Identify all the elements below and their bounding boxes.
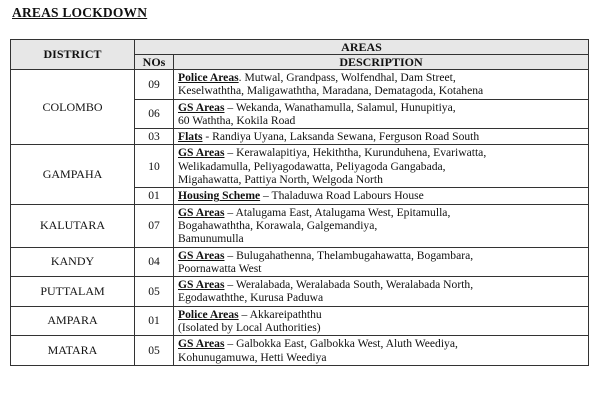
district-name: AMPARA (11, 306, 135, 336)
nos-cell: 03 (135, 129, 174, 145)
description-line (178, 146, 584, 159)
description-line (178, 130, 584, 143)
district-name: PUTTALAM (11, 277, 135, 307)
description-line (178, 232, 584, 245)
description-line (178, 219, 584, 232)
area-type-label: GS Areas (178, 100, 225, 114)
description-line (178, 249, 584, 262)
description-line (178, 351, 584, 364)
area-list-text: . Mutwal, Grandpass, Wolfendhal, Dam Street, (238, 71, 456, 84)
area-list-text: 60 Waththa, Kokila Road (178, 113, 296, 127)
area-type-label: GS Areas (178, 337, 225, 351)
area-list-text: (Isolated by Local Authorities) (178, 321, 321, 335)
description-line (178, 160, 584, 173)
area-list-text: – Kerawalapitiya, Hekiththa, Kurunduhena, Evariwatta, (224, 146, 487, 160)
description-cell (174, 247, 589, 277)
description-line (178, 114, 584, 127)
description-cell (174, 306, 589, 336)
nos-cell: 05 (135, 277, 174, 307)
description-line (178, 189, 584, 202)
area-type-label: Housing Scheme (178, 189, 261, 203)
district-name: KANDY (11, 247, 135, 277)
nos-cell: 05 (135, 336, 174, 366)
description-line (178, 278, 584, 291)
nos-cell: 09 (135, 70, 174, 100)
description-line (178, 308, 584, 321)
description-cell (174, 277, 589, 307)
description-line (178, 173, 584, 186)
table-row (11, 247, 589, 277)
description-line (178, 84, 584, 97)
district-name: KALUTARA (11, 204, 135, 247)
nos-cell: 01 (135, 188, 174, 204)
area-list-text: – Wekanda, Wanathamulla, Salamul, Hunupitiya, (224, 100, 456, 114)
nos-header: NOs (135, 55, 174, 70)
area-type-label: Police Areas (178, 71, 239, 84)
district-name: COLOMBO (11, 70, 135, 145)
district-header: DISTRICT (11, 40, 135, 70)
area-list-text: - Randiya Uyana, Laksanda Sewana, Ferguson Road South (202, 130, 480, 144)
description-line (178, 101, 584, 114)
page-title: AREAS LOCKDOWN (12, 5, 148, 20)
description-line (178, 262, 584, 275)
nos-cell: 06 (135, 99, 174, 129)
description-line (178, 206, 584, 219)
area-list-text: – Thaladuwa Road Labours House (260, 189, 424, 203)
description-cell (174, 188, 589, 204)
area-list-text: – Galbokka East, Galbokka West, Aluth Weediya, (224, 337, 458, 351)
area-list-text: Bamunumulla (178, 232, 244, 246)
area-list-text: – Atalugama East, Atalugama West, Epitamulla, (224, 205, 451, 219)
area-list-text: – Akkareipaththu (238, 307, 322, 321)
area-list-text: Poornawatta West (178, 261, 262, 275)
district-name: GAMPAHA (11, 145, 135, 204)
district-name: MATARA (11, 336, 135, 366)
area-list-text: Egodawaththe, Kurusa Paduwa (178, 291, 324, 305)
description-header: DESCRIPTION (174, 55, 589, 70)
area-type-label: GS Areas (178, 205, 225, 219)
table-row (11, 204, 589, 247)
table-row (11, 336, 589, 366)
nos-cell: 10 (135, 145, 174, 188)
area-type-label: GS Areas (178, 278, 225, 292)
description-cell (174, 129, 589, 145)
area-type-label: GS Areas (178, 146, 225, 160)
area-list-text: Kohunugamuwa, Hetti Weediya (178, 350, 327, 364)
nos-cell: 07 (135, 204, 174, 247)
description-cell (174, 336, 589, 366)
nos-cell: 01 (135, 306, 174, 336)
area-list-text: – Bulugahathenna, Thelambugahawatta, Bogambara, (224, 248, 474, 262)
description-line (178, 337, 584, 350)
description-cell (174, 204, 589, 247)
area-list-text: Migahawatta, Pattiya North, Welgoda North (178, 173, 383, 187)
area-list-text: Keselwaththa, Maligawaththa, Maradana, Dematagoda, Kotahena (178, 84, 484, 98)
description-line (178, 321, 584, 334)
lockdown-table (10, 39, 589, 366)
description-line (178, 291, 584, 304)
table-body (11, 70, 589, 366)
table-row (11, 306, 589, 336)
description-cell (174, 99, 589, 129)
areas-header: AREAS (135, 40, 589, 55)
description-cell (174, 145, 589, 188)
table-row (11, 277, 589, 307)
area-type-label: Flats (178, 130, 203, 144)
area-type-label: GS Areas (178, 248, 225, 262)
description-line (178, 71, 584, 84)
area-list-text: Bogahawaththa, Korawala, Galgemandiya, (178, 218, 378, 232)
table-row (11, 70, 589, 100)
area-list-text: Welikadamulla, Peliyagodawatta, Peliyagoda Gangabada, (178, 159, 446, 173)
area-type-label: Police Areas (178, 307, 239, 321)
nos-cell: 04 (135, 247, 174, 277)
area-list-text: – Weralabada, Weralabada South, Weralabada North, (224, 278, 474, 292)
description-cell (174, 70, 589, 100)
table-row (11, 145, 589, 188)
